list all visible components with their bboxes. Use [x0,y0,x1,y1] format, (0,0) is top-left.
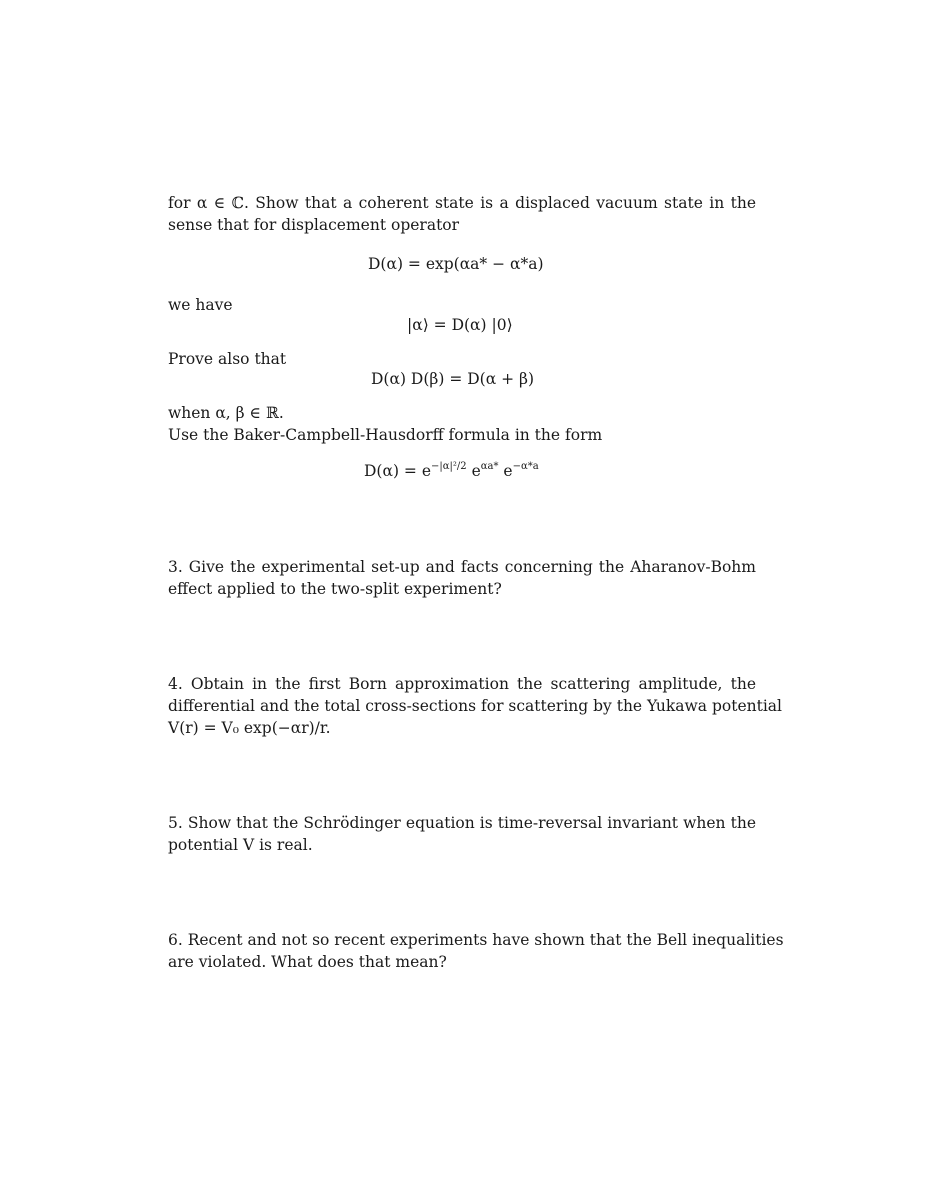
question-4-line: V(r) = V₀ exp(−αr)/r. [168,719,331,737]
text-line: sense that for displacement operator [168,216,460,234]
question-4-line: 4. Obtain in the first Born approximation the scattering amplitude, the [168,675,756,693]
equation-bch-lhs: D(α) = e [364,462,432,480]
question-3-line: effect applied to the two-split experiment? [168,580,502,598]
text-line: for α ∈ ℂ. Show that a coherent state is a displaced vacuum state in the [168,194,756,212]
text-line: when α, β ∈ ℝ. [168,404,284,422]
question-4-line: differential and the total cross-sections for scattering by the Yukawa potential [168,697,782,715]
question-6-line: 6. Recent and not so recent experiments have shown that the Bell inequalities [168,931,784,949]
text-line: we have [168,296,233,314]
equation-displacement-composition: D(α) D(β) = D(α + β) [371,370,535,388]
question-6-line: are violated. What does that mean? [168,953,447,971]
equation-bch-exponent-3: −α*a [512,461,539,472]
equation-displacement-operator: D(α) = exp(αa* − α*a) [368,255,544,273]
equation-bch-factor-2: e [471,462,481,480]
equation-bch-form [364,462,539,480]
question-5-line: 5. Show that the Schrödinger equation is time-reversal invariant when the [168,814,756,832]
equation-bch-factor-3: e [503,462,513,480]
text-line: Use the Baker-Campbell-Hausdorff formula in the form [168,426,603,444]
equation-bch-exponent-2: αa* [480,461,499,472]
text-line: Prove also that [168,350,287,368]
question-5-line: potential V is real. [168,836,313,854]
question-3-line: 3. Give the experimental set-up and facts concerning the Aharanov-Bohm [168,558,756,576]
equation-bch-exponent-1: −|α|²/2 [431,461,467,472]
equation-coherent-state: |α⟩ = D(α) |0⟩ [407,316,513,334]
